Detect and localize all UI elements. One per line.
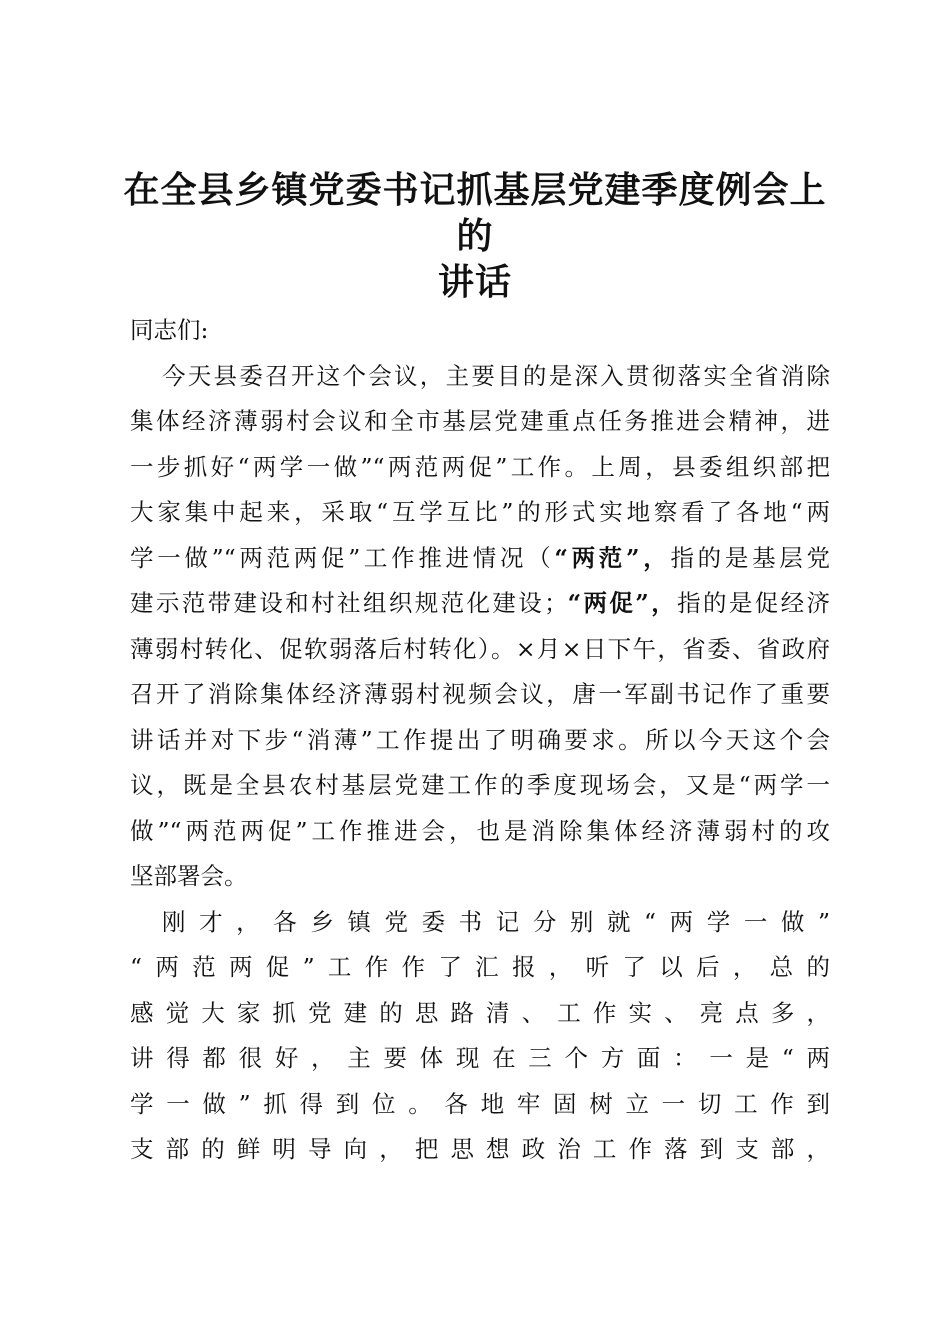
text-run: 指的是基层党: [670, 543, 830, 572]
title-line-1: 在全县乡镇党委书记抓基层党建季度例会上的: [123, 170, 827, 257]
paragraph-line: 做”“两范两促”工作推进会，也是消除集体经济薄弱村的攻: [130, 816, 830, 845]
paragraph-line: 一步抓好“两学一做”“两范两促”工作。上周，县委组织部把: [130, 452, 830, 481]
paragraph-line: 集体经济薄弱村会议和全市基层党建重点任务推进会精神，进: [130, 407, 830, 435]
bold-term-liangfan: “两范”，: [554, 543, 671, 572]
bold-term-liangcu: “两促”，: [567, 589, 678, 617]
paragraph-line: 刚才，各乡镇党委书记分别就“两学一做”: [162, 907, 830, 936]
paragraph-line: 感觉大家抓党建的思路清、工作实、亮点多，: [130, 998, 830, 1027]
paragraph-line: [130, 536, 830, 582]
paragraph-line: 坚部署会。: [130, 862, 248, 890]
title-line-2: 讲话: [437, 262, 512, 303]
paragraph-line: “两范两促”工作作了汇报，听了以后，总的: [130, 953, 830, 981]
paragraph-line: 召开了消除集体经济薄弱村视频会议，唐一军副书记作了重要: [130, 680, 830, 708]
paragraph-line: 学一做”抓得到位。各地牢固树立一切工作到: [130, 1089, 830, 1118]
paragraph-2: [130, 900, 830, 1173]
paragraph-line: 讲话并对下步“消薄”工作提出了明确要求。所以今天这个会: [130, 725, 830, 754]
paragraph-line: 大家集中起来，采取“互学互比”的形式实地察看了各地“两: [130, 498, 830, 526]
paragraph-line: 支部的鲜明导向，把思想政治工作落到支部，: [130, 1135, 830, 1163]
paragraph-line: 薄弱村转化、促软弱落后村转化）。×月×日下午，省委、省政府: [130, 634, 830, 663]
paragraph-1: [130, 354, 830, 900]
text-run: 建示范带建设和村社组织规范化建设；: [130, 589, 568, 617]
paragraph-line: [130, 581, 830, 627]
text-run: 学一做”“两范两促”工作推进情况（: [130, 543, 555, 572]
document-title: [110, 168, 840, 306]
paragraph-line: 讲得都很好，主要体现在三个方面：一是“两: [130, 1044, 830, 1072]
paragraph-line: 今天县委召开这个会议，主要目的是深入贯彻落实全省消除: [162, 361, 830, 390]
document-body: [130, 308, 830, 1173]
paragraph-line: 议，既是全县农村基层党建工作的季度现场会，又是“两学一: [130, 771, 830, 799]
salutation: 同志们:: [130, 316, 209, 344]
text-run: 指的是促经济: [677, 589, 830, 617]
